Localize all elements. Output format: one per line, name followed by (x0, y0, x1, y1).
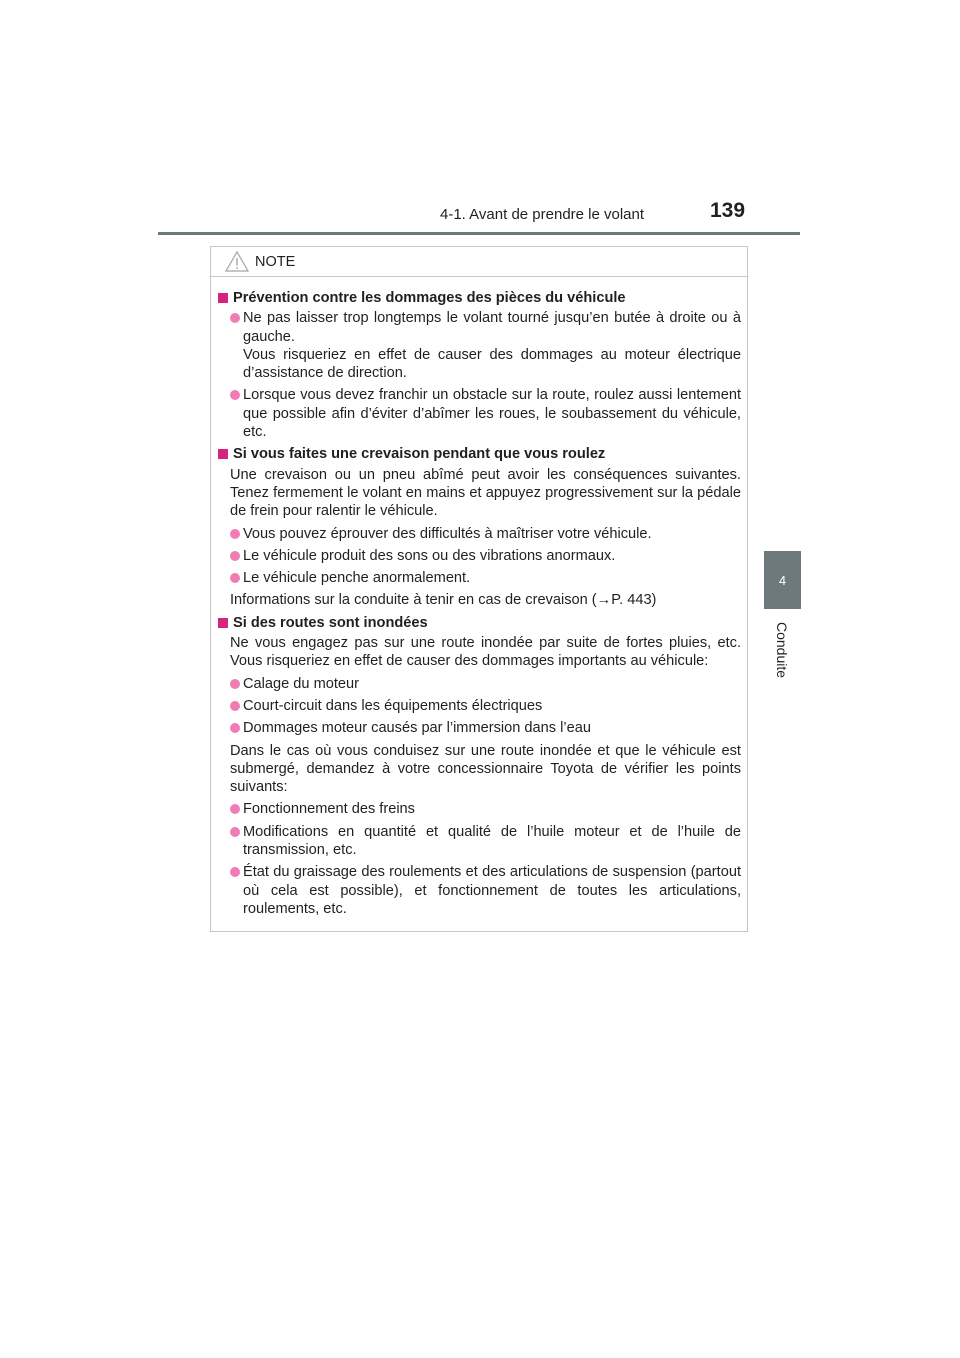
list-item (230, 547, 741, 565)
header-rule (158, 232, 800, 235)
section-title (218, 289, 741, 307)
list-item-text: Le véhicule penche anormalement. (243, 570, 471, 587)
list-item-text: Ne pas laisser trop longtemps le volant tourné jusqu’en butée à droite ou à gauche. (243, 310, 741, 345)
list-item (230, 697, 741, 715)
note-box (210, 246, 748, 932)
bullet-icon (230, 827, 240, 837)
chapter-label (764, 615, 801, 685)
section-header: 4-1. Avant de prendre le volant (440, 206, 645, 223)
section-square-icon (218, 449, 228, 459)
section-title-text: Si des routes sont inondées (233, 614, 428, 631)
section-title (218, 445, 741, 463)
chapter-tab (764, 551, 801, 609)
list-item (230, 675, 741, 693)
bullet-icon (230, 723, 240, 733)
list-item-text: Calage du moteur (243, 675, 360, 692)
list-item-text: Vous risqueriez en effet de causer des dommages au moteur électrique d’assistance de direction. (243, 346, 741, 382)
note-body (211, 277, 747, 918)
list-item (230, 569, 741, 587)
list-item-text: Le véhicule produit des sons ou des vibrations anormaux. (243, 547, 616, 564)
bullet-icon (230, 529, 240, 539)
list-item (230, 309, 741, 382)
bullet-icon (230, 701, 240, 711)
list-item-text: Court-circuit dans les équipements électriques (243, 697, 543, 714)
list-item (230, 525, 741, 543)
bullet-icon (230, 551, 240, 561)
list-item-text: Fonctionnement des freins (243, 801, 415, 818)
warning-triangle-icon (225, 251, 249, 272)
list-item (230, 719, 741, 737)
paragraph: Une crevaison ou un pneu abîmé peut avoir les conséquences suivantes. Tenez fermement le volant en mains et appuyez progressivement sur la pédale de frein pour ralentir le véhicule. (230, 466, 741, 520)
list-item (230, 800, 741, 818)
bullet-icon (230, 313, 240, 323)
list-item-text: Vous pouvez éprouver des difficultés à maîtriser votre véhicule. (243, 525, 652, 542)
chapter-label-text: Conduite (774, 621, 791, 679)
list-item-text: Lorsque vous devez franchir un obstacle sur la route, roulez aussi lentement que possible afin d’éviter d’abîmer les roues, le soubassement du véhicule, etc. (243, 387, 741, 441)
bullet-icon (230, 679, 240, 689)
bullet-icon (230, 804, 240, 814)
list-item-text: Modifications en quantité et qualité de l’huile moteur et de l’huile de transmission, etc. (243, 823, 741, 859)
section-square-icon (218, 618, 228, 628)
section-title-text: Prévention contre les dommages des pièces du véhicule (233, 290, 626, 306)
list-item (230, 823, 741, 860)
section-square-icon (218, 293, 228, 303)
paragraph: Dans le cas où vous conduisez sur une route inondée et que le véhicule est submergé, demandez à votre concessionnaire Toyota de vérifier les points suivants: (230, 742, 741, 796)
list-item-text: Dommages moteur causés par l’immersion dans l’eau (243, 720, 591, 737)
paragraph: Ne vous engagez pas sur une route inondée par suite de fortes pluies, etc. Vous risqueriez en effet de causer des dommages importants au véhicule: (230, 635, 741, 670)
paragraph: Informations sur la conduite à tenir en cas de crevaison (→P. 443) (230, 592, 657, 609)
list-item (230, 386, 741, 441)
bullet-icon (230, 573, 240, 583)
page-number: 139 (710, 199, 746, 222)
note-label: NOTE (255, 253, 296, 270)
list-item-text: État du graissage des roulements et des articulations de suspension (partout où cela est possible), et fonctionnement de toutes les articulations, roulements, etc. (243, 864, 741, 917)
bullet-icon (230, 867, 240, 877)
list-item (230, 863, 741, 918)
bullet-icon (230, 390, 240, 400)
section-title (218, 614, 741, 632)
section-title-text: Si vous faites une crevaison pendant que vous roulez (233, 446, 606, 463)
note-header (211, 247, 747, 277)
chapter-number: 4 (778, 572, 787, 588)
